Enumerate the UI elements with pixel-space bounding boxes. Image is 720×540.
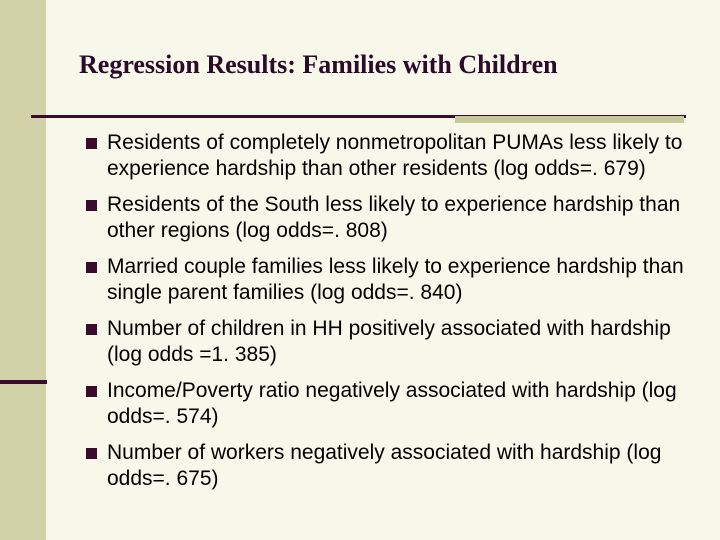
bullet-text: Married couple families less likely to experience hardship than single parent families (log odds=. 840): [107, 255, 684, 304]
bullet-item: [86, 254, 696, 306]
bullet-text: Residents of completely nonmetropolitan PUMAs less likely to experience hardship than other residents (log odds=. 679): [107, 131, 683, 180]
square-bullet-icon: [86, 262, 97, 273]
bullet-text: Income/Poverty ratio negatively associated with hardship (log odds=. 574): [107, 379, 677, 428]
bullet-item: [86, 192, 696, 244]
side-band-accent-line: [0, 380, 47, 384]
square-bullet-icon: [86, 448, 97, 459]
bullet-item: [86, 440, 696, 492]
bullet-text: Residents of the South less likely to experience hardship than other regions (log odds=. 808): [107, 193, 681, 242]
square-bullet-icon: [86, 138, 97, 149]
bullet-text: Number of workers negatively associated with hardship (log odds=. 675): [107, 441, 662, 490]
title-divider-accent: [455, 116, 684, 123]
side-band: [0, 0, 46, 540]
square-bullet-icon: [86, 386, 97, 397]
square-bullet-icon: [86, 200, 97, 211]
bullet-item: [86, 130, 696, 182]
slide-title: Regression Results: Families with Children: [79, 50, 558, 79]
bullet-text: Number of children in HH positively associated with hardship (log odds =1. 385): [107, 317, 671, 366]
bullet-item: [86, 378, 696, 430]
bullet-item: [86, 316, 696, 368]
square-bullet-icon: [86, 324, 97, 335]
bullet-list: [86, 130, 696, 502]
